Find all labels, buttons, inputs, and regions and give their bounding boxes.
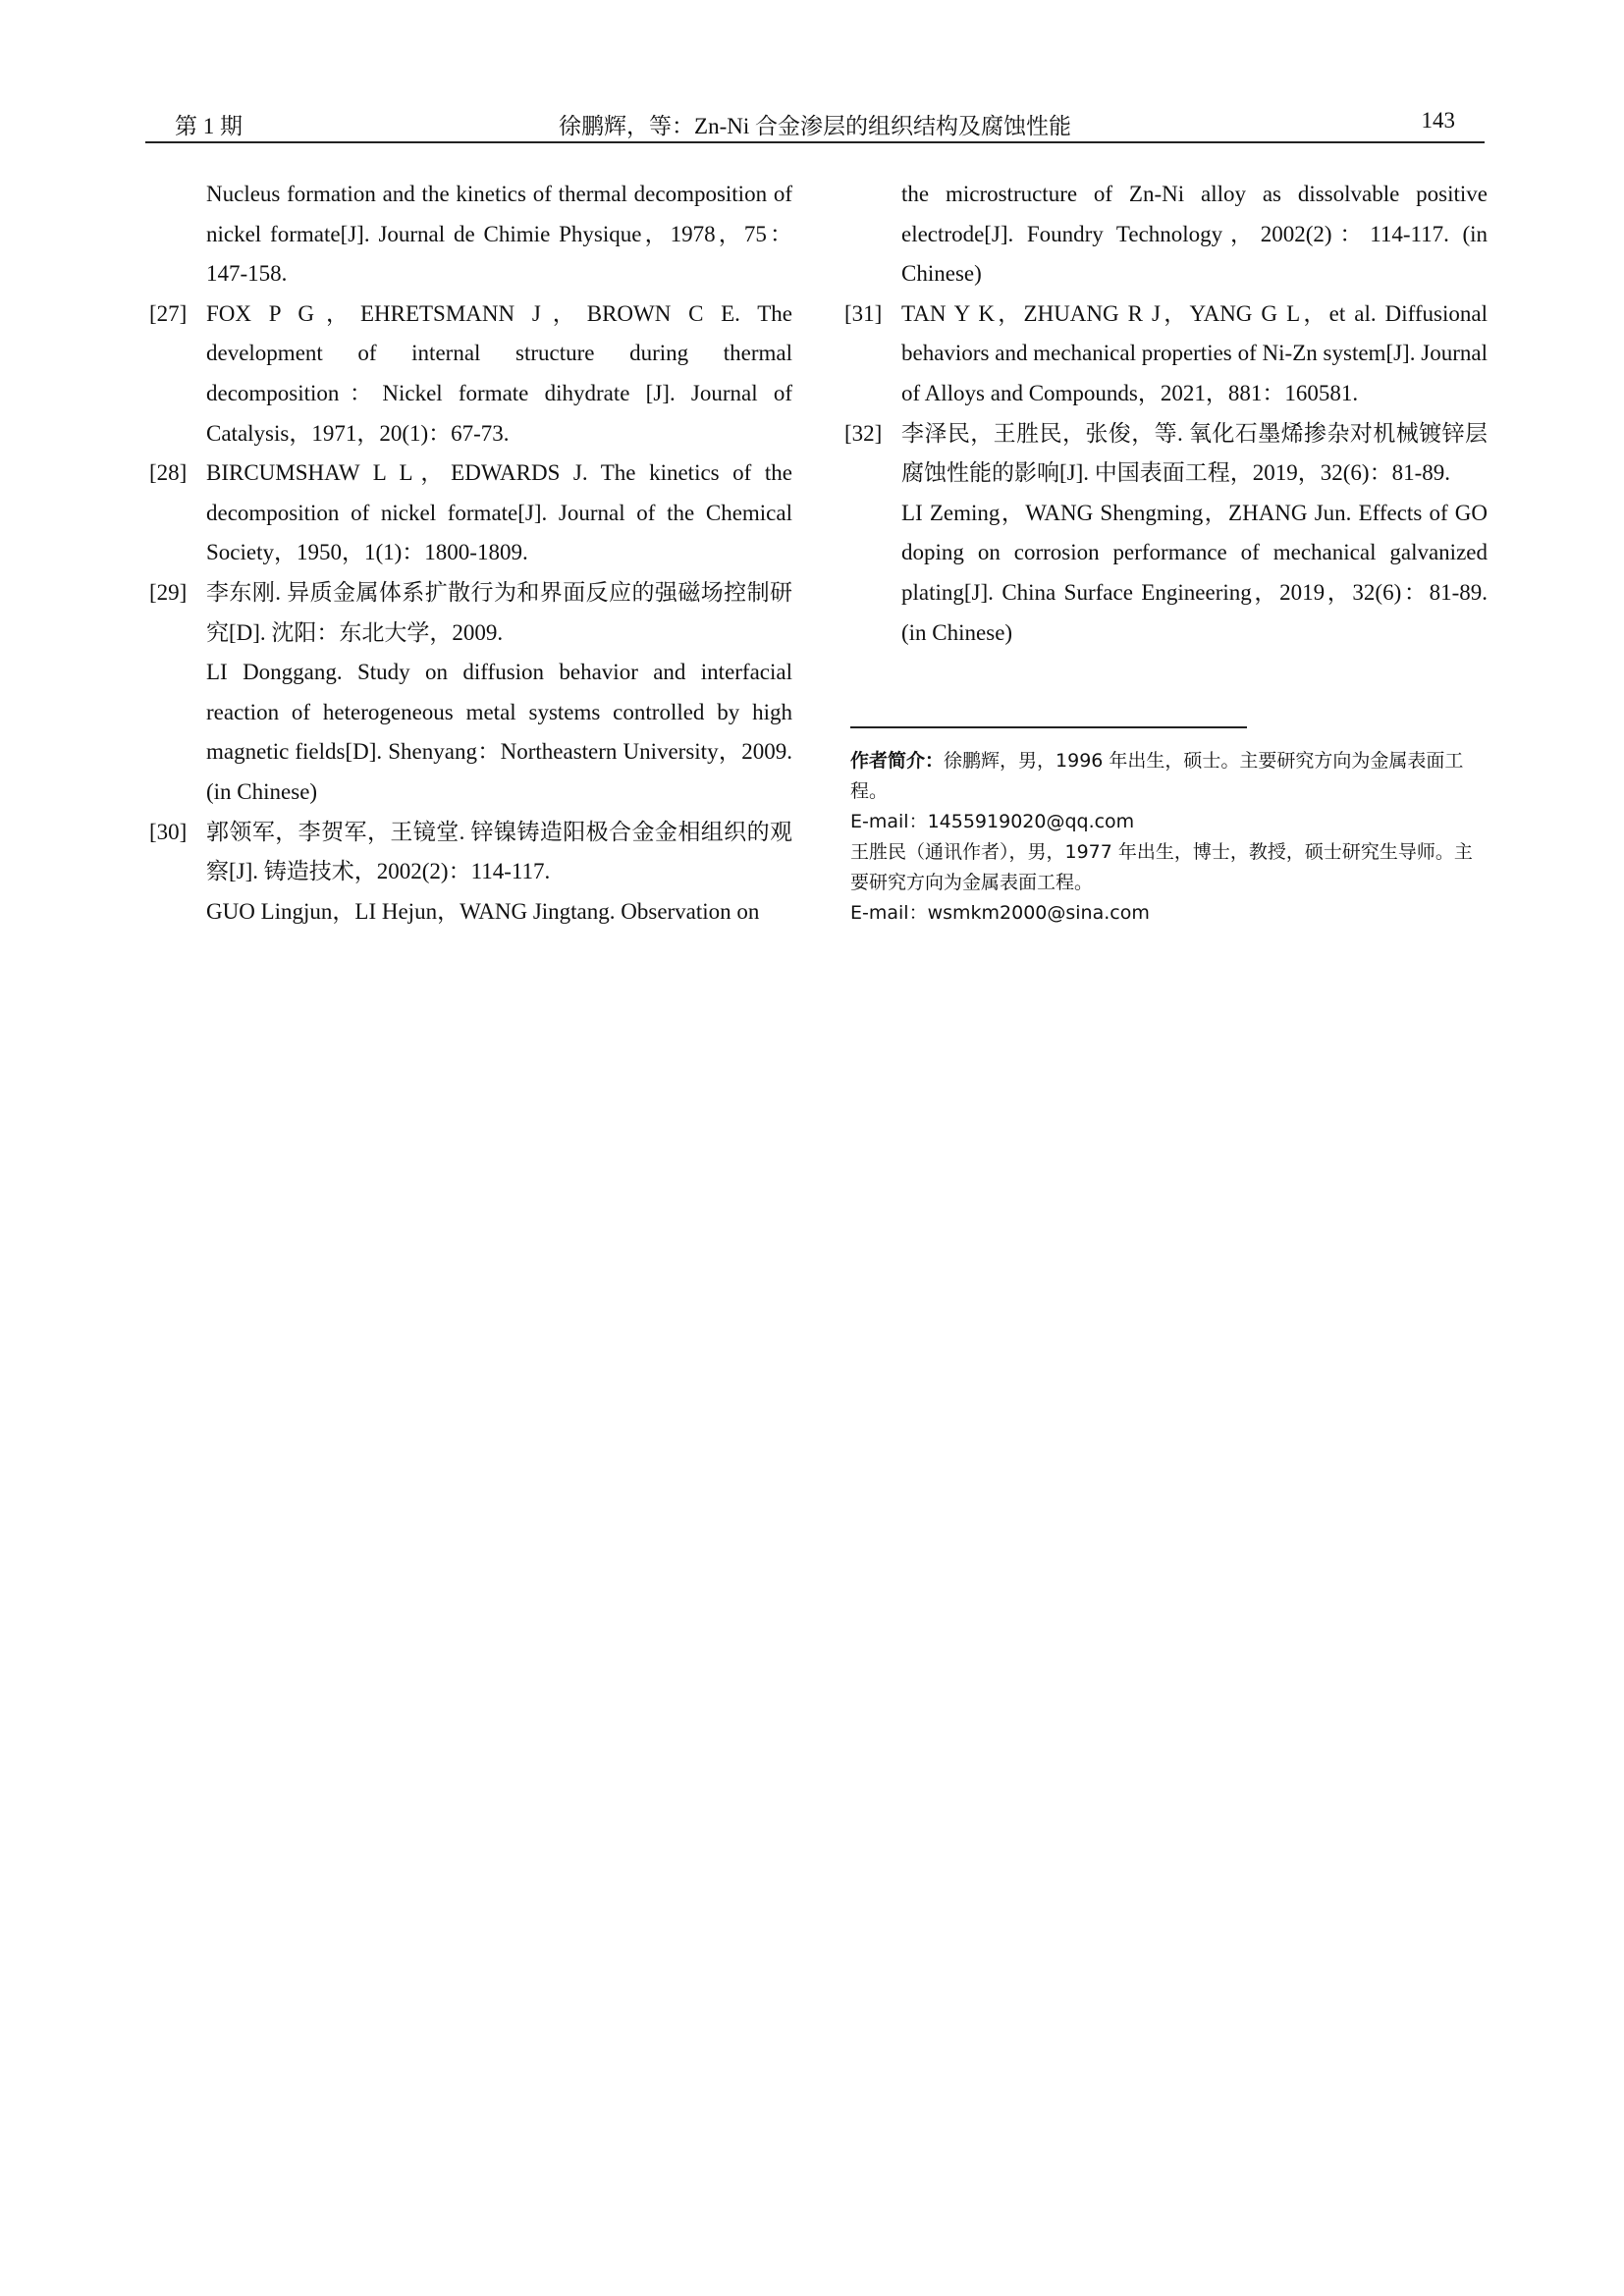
issue-number: 第 1 期 (175, 114, 243, 138)
reference-29 (149, 573, 792, 813)
reference-text-english: GUO Lingjun，LI Hejun，WANG Jingtang. Observation on (206, 898, 760, 924)
reference-number: [29] (149, 579, 188, 605)
reference-31 (844, 294, 1488, 414)
reference-continuation (901, 175, 1488, 294)
reference-number: [30] (149, 819, 188, 844)
author-1-bio (850, 746, 1489, 807)
right-column (844, 175, 1488, 653)
reference-30-continuation: the microstructure of Zn-Ni alloy as dissolvable positive electrode[J]. Foundry Technology，2002(2)：114-117. (in Chinese) (901, 182, 1488, 287)
author-1-email: E-mail：1455919020@qq.com (850, 811, 1135, 832)
page-number: 143 (1421, 108, 1455, 133)
author-2-bio: 王胜民（通讯作者），男，1977 年出生，博士，教授，硕士研究生导师。主要研究方向为金属表面工程。 (850, 841, 1473, 893)
reference-text: BIRCUMSHAW L L，EDWARDS J. The kinetics of the decomposition of nickel formate[J]. Journal of the Chemical Society，1950，1(1)：1800-1809. (206, 460, 792, 565)
author-2-email: E-mail：wsmkm2000@sina.com (850, 902, 1150, 924)
reference-number: [27] (149, 300, 188, 326)
reference-27 (149, 294, 792, 454)
reference-text-english: LI Zeming，WANG Shengming，ZHANG Jun. Effects of GO doping on corrosion performance of mechanical galvanized plating[J]. China Surface Engineering，2019，32(6)：81-89. (in Chinese) (901, 500, 1488, 645)
left-column (149, 175, 792, 932)
reference-text-chinese: 郭领军，李贺军，王镜堂. 锌镍铸造阳极合金金相组织的观察[J]. 铸造技术，2002(2)：114-117. (206, 819, 792, 884)
running-header (145, 106, 1485, 143)
reference-28 (149, 454, 792, 573)
running-title: 徐鹏辉，等：Zn-Ni 合金渗层的组织结构及腐蚀性能 (559, 114, 1071, 138)
reference-30 (149, 813, 792, 933)
reference-text: FOX P G，EHRETSMANN J，BROWN C E. The development of internal structure during thermal decomposition：Nickel formate dihydrate [J]. Journal of Catalysis，1971，20(1)：67-73. (206, 300, 792, 446)
author-1-text: 徐鹏辉，男，1996 年出生，硕士。主要研究方向为金属表面工程。 (850, 750, 1464, 802)
reference-number: [31] (844, 300, 883, 326)
reference-text-chinese: 李东刚. 异质金属体系扩散行为和界面反应的强磁场控制研究[D]. 沈阳：东北大学，2009. (206, 579, 792, 645)
reference-continuation (206, 175, 792, 294)
reference-32 (844, 414, 1488, 654)
reference-number: [28] (149, 460, 188, 486)
author-bio (850, 746, 1489, 929)
footnote-divider (850, 726, 1247, 728)
reference-text-english: LI Donggang. Study on diffusion behavior and interfacial reaction of heterogeneous metal systems controlled by high magnetic fields[D]. Shenyang：Northeastern University，2009. (in Chinese) (206, 660, 792, 804)
reference-text-chinese: 李泽民，王胜民，张俊，等. 氧化石墨烯掺杂对机械镀锌层腐蚀性能的影响[J]. 中国表面工程，2019，32(6)：81-89. (901, 420, 1488, 486)
reference-number: [32] (844, 420, 883, 446)
reference-text: TAN Y K，ZHUANG R J，YANG G L，et al. Diffusional behaviors and mechanical properties of Ni-Zn system[J]. Journal of Alloys and Compounds，2021，881：160581. (901, 300, 1488, 405)
bio-label: 作者简介： (850, 750, 945, 772)
reference-26-continuation: Nucleus formation and the kinetics of thermal decomposition of nickel formate[J]. Journal de Chimie Physique，1978，75：147-158. (206, 182, 792, 287)
